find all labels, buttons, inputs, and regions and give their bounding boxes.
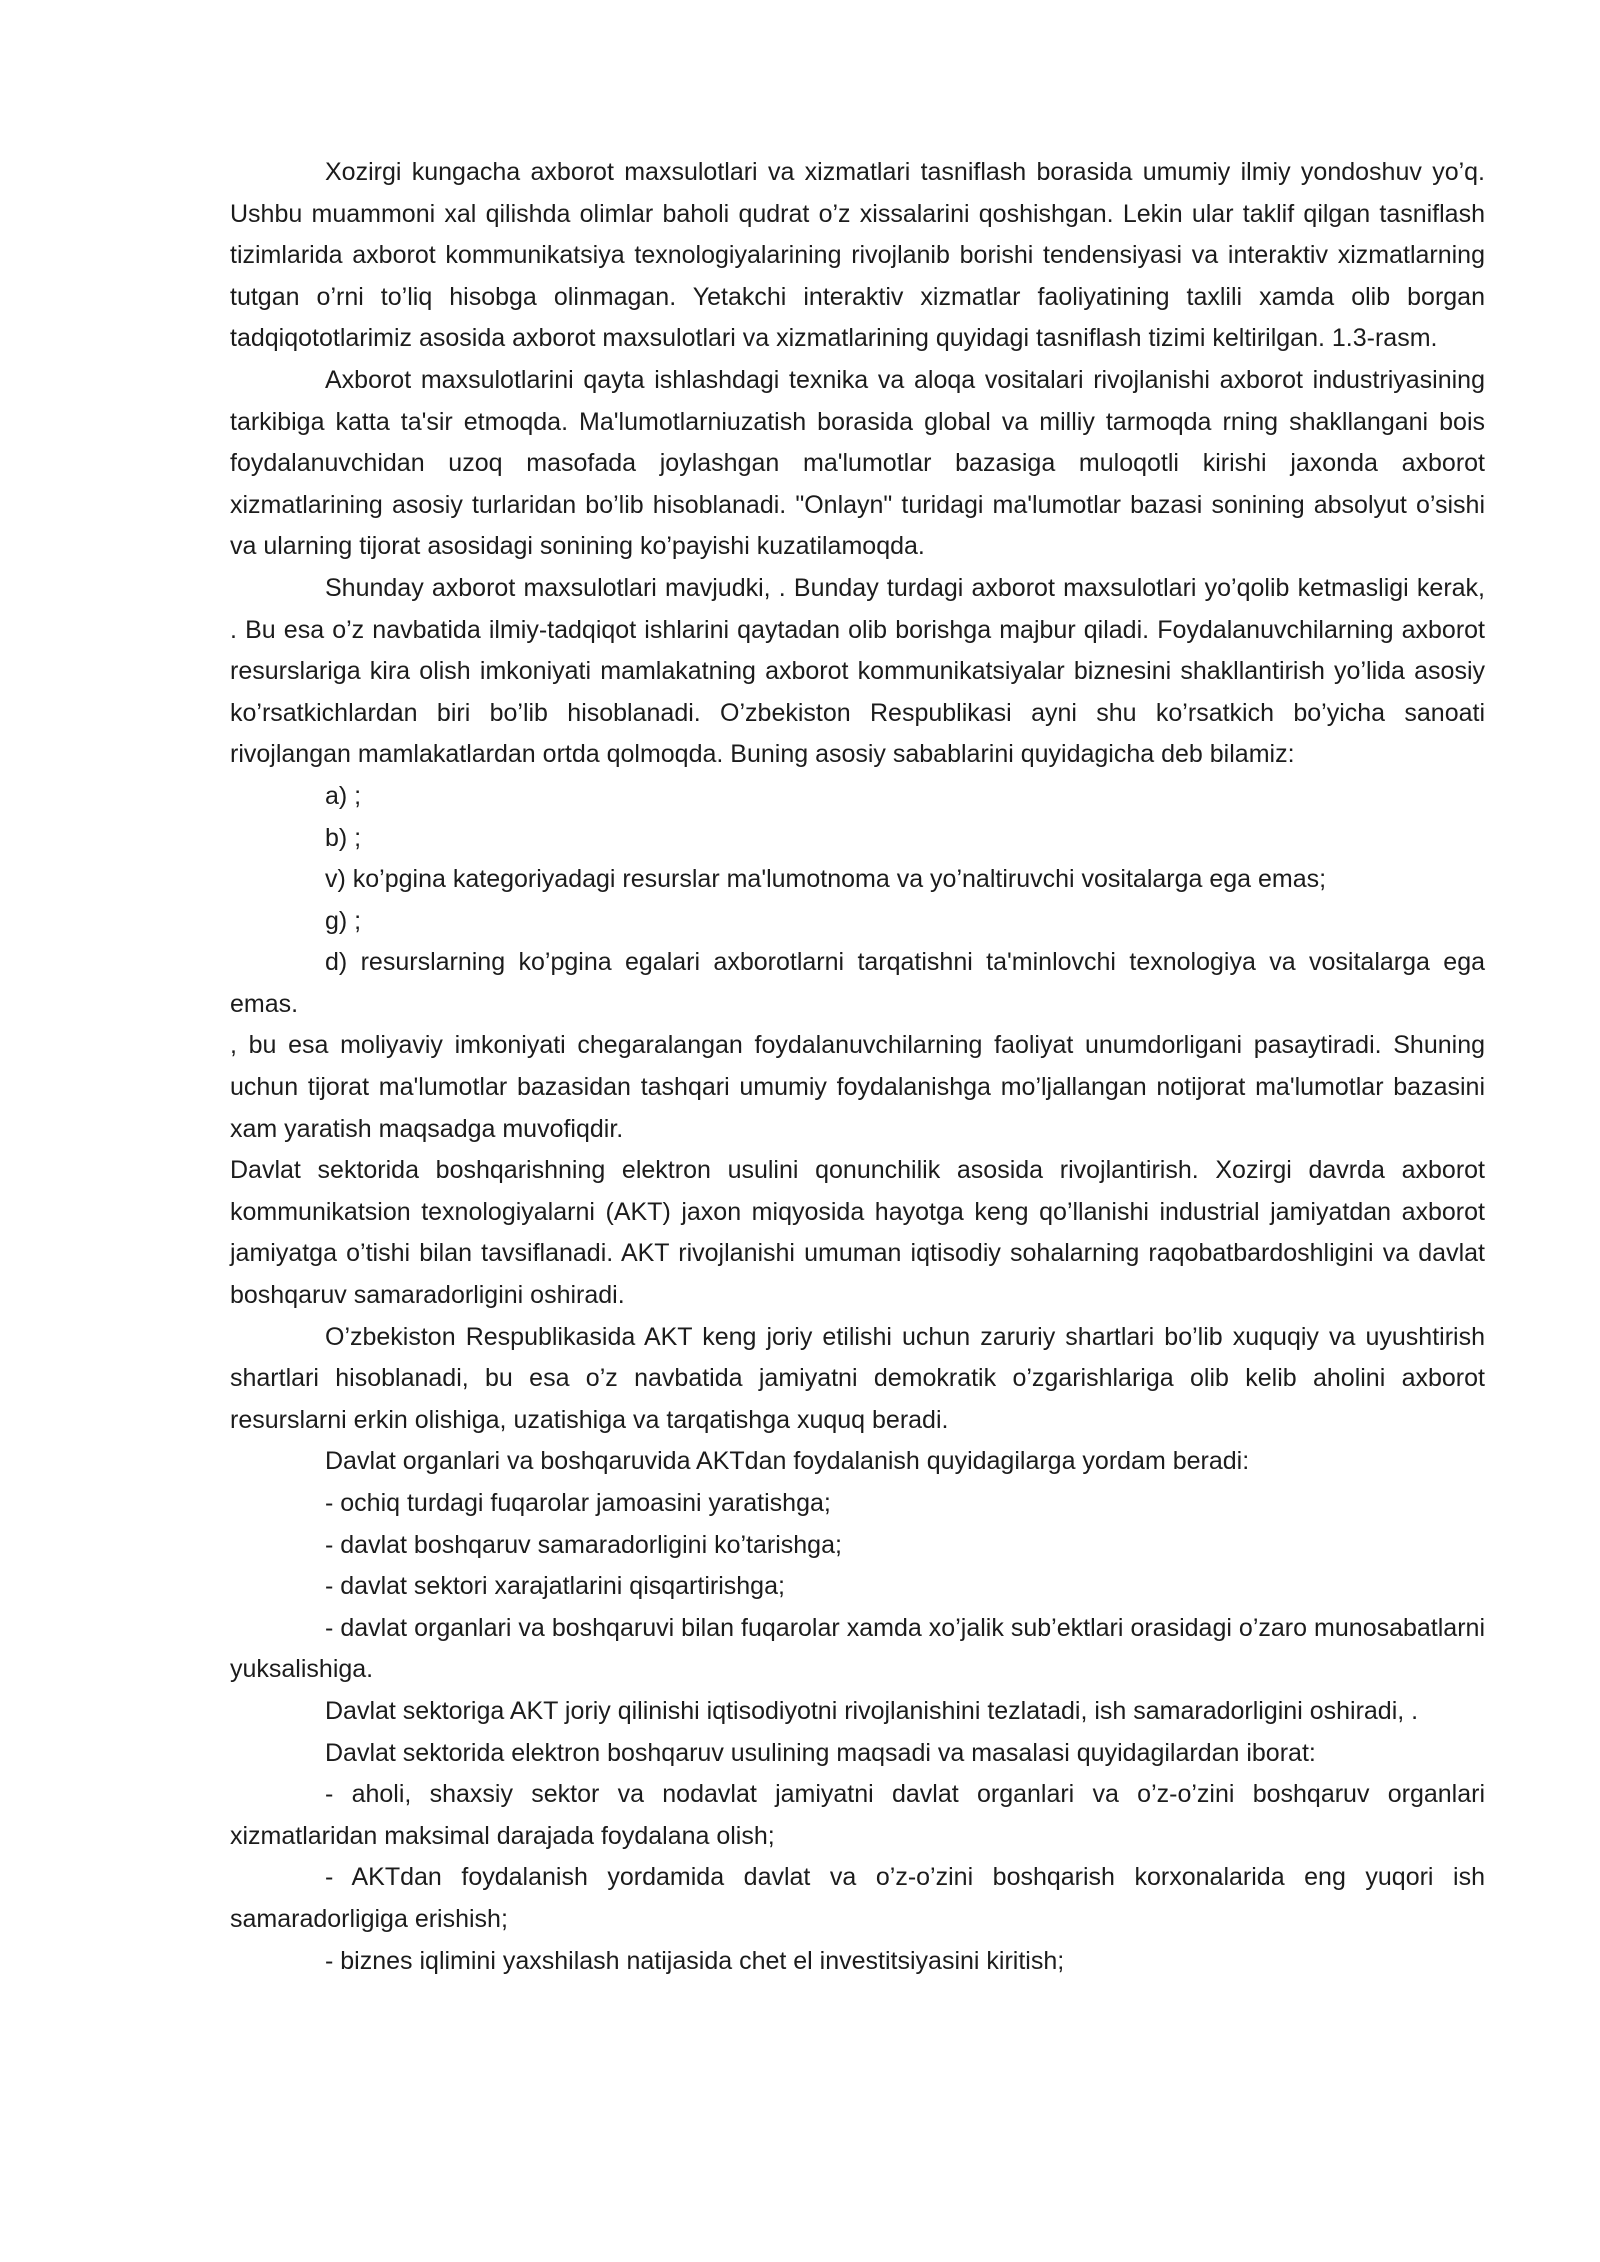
benefit-item-4: - davlat organlari va boshqaruvi bilan fuqarolar xamda xo’jalik sub’ektlari orasidagi o’zaro munosabatlarni yuksalishiga. bbox=[230, 1613, 1485, 1684]
goal-item-1: - aholi, shaxsiy sektor va nodavlat jamiyatni davlat organlari va o’z-o’zini boshqaruv organlari xizmatlaridan maksimal darajada foydalana olish; bbox=[230, 1780, 1485, 1850]
paragraph-classification: Xozirgi kungacha axborot maxsulotlari va xizmatlari tasniflash borasida umumiy ilmiy yondoshuv yo’q. Ushbu muammoni xal qilishda olimlar baholi qudrat o’z xissalarini qoshishgan. Lekin ular taklif qilgan tasniflash tizimlarida axborot kommunikatsiya texnologiyalarining rivojlanib borishi tendensiyasi va interaktiv xizmatlarning tutgan o’rni to’liq hisobga olinmagan. Yetakchi interaktiv xizmatlar faoliyatining taxlili xamda olib borgan tadqiqototlarimiz asosida axborot maxsulotlari va xizmatlarining quyidagi tasniflash tizimi keltirilgan. 1.3-rasm. bbox=[230, 158, 1485, 353]
paragraph-egov-goals-intro: Davlat sektorida elektron boshqaruv usulining maqsadi va masalasi quyidagilardan iborat: bbox=[325, 1738, 1316, 1767]
benefit-item-2: - davlat boshqaruv samaradorligini ko’tarishga; bbox=[325, 1530, 842, 1559]
paragraph-info-industry: Axborot maxsulotlarini qayta ishlashdagi texnika va aloqa vositalari rivojlanishi axborot industriyasining tarkibiga katta ta'sir etmoqda. Ma'lumotlarniuzatish borasida global va milliy tarmoqda rning shakllangani bois foydalanuvchidan uzoq masofada joylashgan ma'lumotlar bazasiga muloqotli kirishi jaxonda axborot xizmatlarining asosiy turlaridan bo’lib hisoblanadi. "Onlayn" turidagi ma'lumotlar bazasi sonining absolyut o’sishi va ularning tijorat asosidagi sonining ko’payishi kuzatilamoqda. bbox=[230, 365, 1485, 561]
list-item-v: v) ko’pgina kategoriyadagi resurslar ma'lumotnoma va yo’naltiruvchi vositalarga ega emas; bbox=[325, 865, 1327, 894]
paragraph-resources-access: Shunday axborot maxsulotlari mavjudki, . Bunday turdagi axborot maxsulotlari yo’qolib ketmasligi kerak, . Bu esa o’z navbatida ilmiy-tadqiqot ishlarini qaytadan olib borishga majbur qiladi. Foydalanuvchilarning axborot resurslariga kira olish imkoniyati mamlakatning axborot kommunikatsiyalar biznesini shakllantirish yo’lida asosiy ko’rsatkichlardan biri bo’lib hisoblanadi. O’zbekiston Respublikasi ayni shu ko’rsatkich bo’yicha sanoati rivojlangan mamlakatlardan ortda qolmoqda. Buning asosiy sabablarini quyidagicha deb bilamiz: bbox=[230, 573, 1485, 769]
goal-item-2: - AKTdan foydalanish yordamida davlat va o’z-o’zini boshqarish korxonalarida eng yuqori ish samaradorligiga erishish; bbox=[230, 1863, 1485, 1933]
paragraph-egov-development: Davlat sektorida boshqarishning elektron usulini qonunchilik asosida rivojlantirish. Xozirgi davrda axborot kommunikatsion texnologiyalarni (AKT) jaxon miqyosida hayotga keng qo’llanishi industrial jamiyatdan axborot jamiyatga o’tishi bilan tavsiflanadi. AKT rivojlanishi umuman iqtisodiy sohalarning raqobatbardoshligini va davlat boshqaruv samaradorligini oshiradi. bbox=[230, 1156, 1485, 1310]
paragraph-akt-benefits-intro: Davlat organlari va boshqaruvida AKTdan foydalanish quyidagilarga yordam beradi: bbox=[325, 1447, 1250, 1476]
list-item-a: a) ; bbox=[325, 781, 362, 810]
document-page bbox=[230, 152, 1485, 1982]
paragraph-akt-conditions: O’zbekiston Respublikasida AKT keng joriy etilishi uchun zaruriy shartlari bo’lib xuquqiy va uyushtirish shartlari hisoblanadi, bu esa o’z navbatida jamiyatni demokratik o’zgarishlariga olib kelib aholini axborot resurslarni erkin olishiga, uzatishiga va tarqatishga xuquq beradi. bbox=[230, 1322, 1485, 1434]
paragraph-noncommercial-db: , bu esa moliyaviy imkoniyati chegaralangan foydalanuvchilarning faoliyat unumdorligani pasaytiradi. Shuning uchun tijorat ma'lumotlar bazasidan tashqari umumiy foydalanishga mo’ljallangan notijorat ma'lumotlar bazasini xam yaratish maqsadga muvofiqdir. bbox=[230, 1031, 1485, 1143]
list-item-g: g) ; bbox=[325, 906, 362, 935]
list-item-b: b) ; bbox=[325, 823, 362, 852]
list-item-d: d) resurslarning ko’pgina egalari axborotlarni tarqatishni ta'minlovchi texnologiya va vositalarga ega emas. bbox=[230, 948, 1485, 1018]
goal-item-3: - biznes iqlimini yaxshilash natijasida chet el investitsiyasini kiritish; bbox=[325, 1946, 1065, 1975]
paragraph-akt-economy: Davlat sektoriga AKT joriy qilinishi iqtisodiyotni rivojlanishini tezlatadi, ish samaradorligini oshiradi, . bbox=[325, 1696, 1419, 1725]
benefit-item-3: - davlat sektori xarajatlarini qisqartirishga; bbox=[325, 1572, 785, 1601]
benefit-item-1: - ochiq turdagi fuqarolar jamoasini yaratishga; bbox=[325, 1489, 831, 1517]
